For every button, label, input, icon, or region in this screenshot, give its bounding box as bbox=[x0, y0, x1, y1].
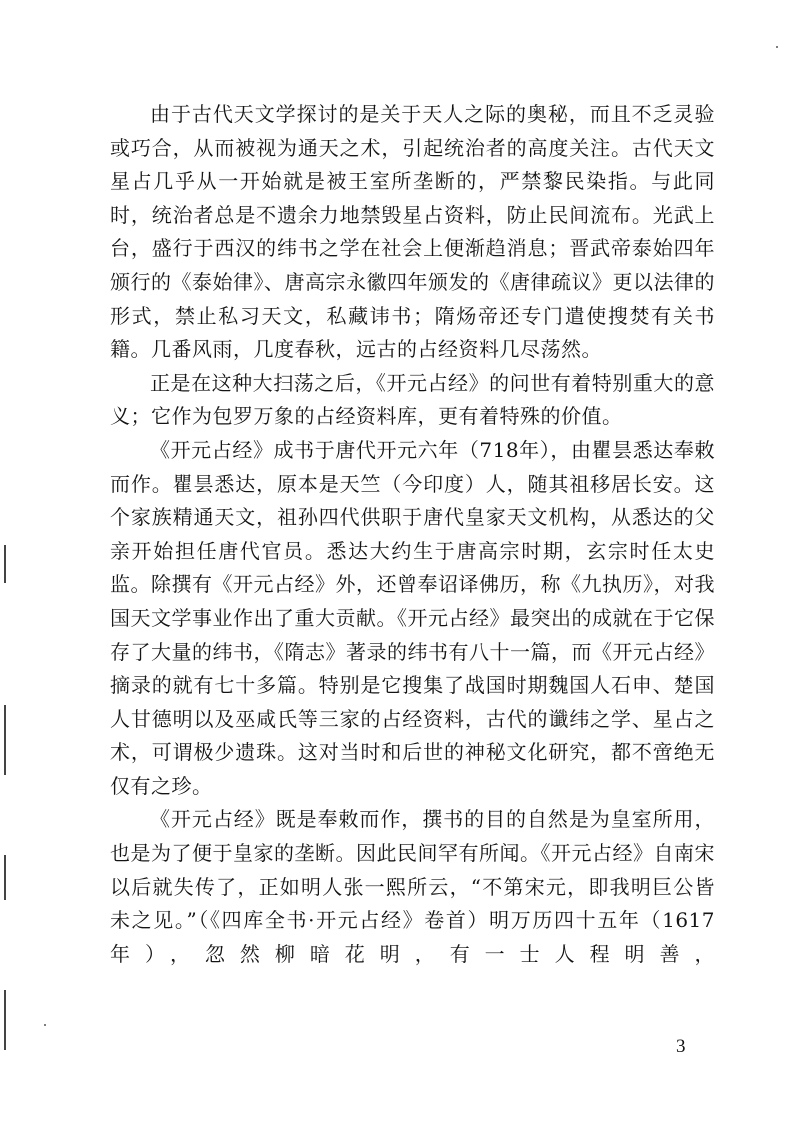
scan-dot-mark bbox=[44, 1024, 46, 1026]
paragraph-2: 正是在这种大扫荡之后，《开元占经》的问世有着特别重大的意义；它作为包罗万象的占经资料库，更有着特殊的价值。 bbox=[110, 370, 715, 429]
paragraph-4: 《开元占经》既是奉敕而作，撰书的目的自然是为皇室所用，也是为了便于皇家的垄断。因此民间罕有所闻。《开元占经》自南宋以后就失传了，正如明人张一熙所云，“不第宋元，即我明巨公皆未之见。”（《四库全书·开元占经》卷首）明万历四十五年（1617年），忽然柳暗花明，有一士人程明善， bbox=[110, 807, 715, 966]
paragraph-1: 由于古代天文学探讨的是关于天人之际的奥秘，而且不乏灵验或巧合，从而被视为通天之术，引起统治者的高度关注。古代天文星占几乎从一开始就是被王室所垄断的，严禁黎民染指。与此同时，统治者总是不遗余力地禁毁星占资料，防止民间流布。光武上台，盛行于西汉的纬书之学在社会上便渐趋消息；晋武帝泰始四年颁行的《泰始律》、唐高宗永徽四年颁发的《唐律疏议》更以法律的形式，禁止私习天文，私藏讳书；隋炀帝还专门遣使搜焚有关书籍。几番风雨，几度春秋，远古的占经资料几尽荡然。 bbox=[110, 102, 715, 362]
scan-line-mark bbox=[4, 545, 6, 583]
page-number: 3 bbox=[676, 1036, 686, 1057]
scan-dot-mark bbox=[776, 46, 778, 48]
scan-line-mark bbox=[4, 855, 6, 900]
paragraph-3: 《开元占经》成书于唐代开元六年（718年），由瞿昙悉达奉敕而作。瞿昙悉达，原本是天竺（今印度）人，随其祖移居长安。这个家族精通天文，祖孙四代供职于唐代皇家天文机构，从悉达的父亲开始担任唐代官员。悉达大约生于唐高宗时期，玄宗时任太史监。除撰有《开元占经》外，还曾奉诏译佛历，称《九执历》，对我国天文学事业作出了重大贡献。《开元占经》最突出的成就在于它保存了大量的纬书，《隋志》著录的纬书有八十一篇，而《开元占经》摘录的就有七十多篇。特别是它搜集了战国时期魏国人石申、楚国人甘德明以及巫咸氏等三家的占经资料，古代的谶纬之学、星占之术，可谓极少遗珠。这对当时和后世的神秘文化研究，都不啻绝无仅有之珍。 bbox=[110, 437, 715, 798]
body-text bbox=[110, 98, 715, 971]
scan-line-mark bbox=[4, 990, 6, 1050]
scan-line-mark bbox=[4, 705, 6, 775]
